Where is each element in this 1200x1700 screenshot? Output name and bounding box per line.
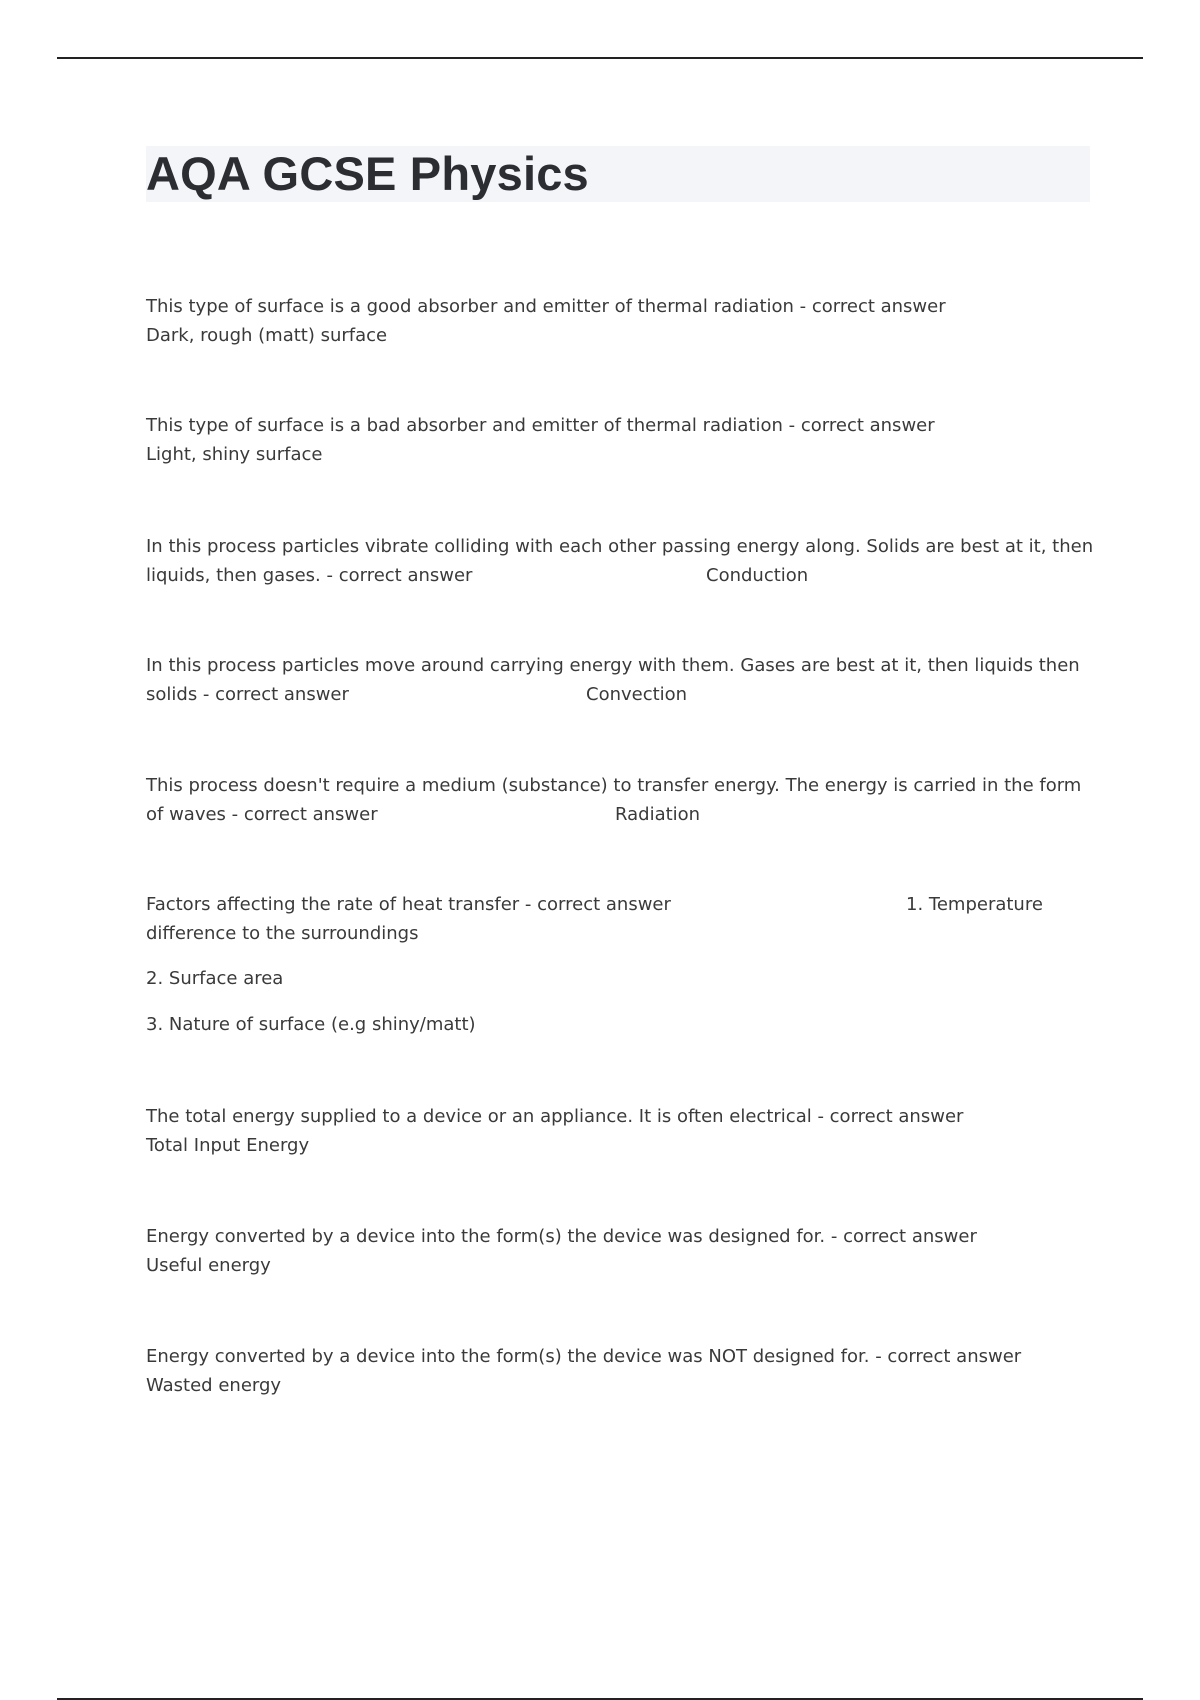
answer-text: Convection: [586, 684, 688, 705]
qa-item: [146, 1342, 1086, 1400]
answer-text: Conduction: [706, 565, 809, 586]
answer-text: Dark, rough (matt) surface: [146, 325, 388, 346]
document-title: AQA GCSE Physics: [146, 147, 589, 200]
question-text-line1: In this process particles vibrate colliding with each other passing energy along. Solids are best at it, then: [146, 536, 1094, 557]
question-text: This type of surface is a good absorber and emitter of thermal radiation - correct answer: [146, 296, 946, 317]
question-text: Energy converted by a device into the form(s) the device was NOT designed for. - correct answer: [146, 1346, 1022, 1367]
qa-item: [146, 1102, 1086, 1160]
qa-item: [146, 411, 1086, 469]
answer-text-part1: 1. Temperature: [906, 894, 1043, 915]
question-text-line1: This process doesn't require a medium (substance) to transfer energy. The energy is carried in the form: [146, 775, 1082, 796]
qa-item: [146, 532, 1094, 590]
question-text: The total energy supplied to a device or an appliance. It is often electrical - correct answer: [146, 1106, 964, 1127]
question-text: Energy converted by a device into the form(s) the device was designed for. - correct answer: [146, 1226, 977, 1247]
qa-item: [146, 890, 1086, 1039]
qa-item: [146, 292, 1086, 350]
question-text: This type of surface is a bad absorber and emitter of thermal radiation - correct answer: [146, 415, 935, 436]
answer-text: Radiation: [615, 804, 701, 825]
question-text: Factors affecting the rate of heat transfer - correct answer: [146, 894, 671, 915]
answer-list-item: 3. Nature of surface (e.g shiny/matt): [146, 1014, 476, 1035]
qa-item: [146, 651, 1086, 709]
top-rule: [57, 57, 1143, 59]
answer-text: Wasted energy: [146, 1375, 282, 1396]
answer-list-item: 2. Surface area: [146, 968, 284, 989]
answer-text: Light, shiny surface: [146, 444, 323, 465]
question-text-line1: In this process particles move around carrying energy with them. Gases are best at it, then liquids then: [146, 655, 1080, 676]
question-text-line2: of waves - correct answer: [146, 804, 378, 825]
answer-text: Total Input Energy: [146, 1135, 310, 1156]
answer-text: Useful energy: [146, 1255, 271, 1276]
answer-text-part2: difference to the surroundings: [146, 923, 419, 944]
question-text-line2: liquids, then gases. - correct answer: [146, 565, 473, 586]
question-text-line2: solids - correct answer: [146, 684, 349, 705]
qa-item: [146, 771, 1086, 829]
qa-item: [146, 1222, 1086, 1280]
